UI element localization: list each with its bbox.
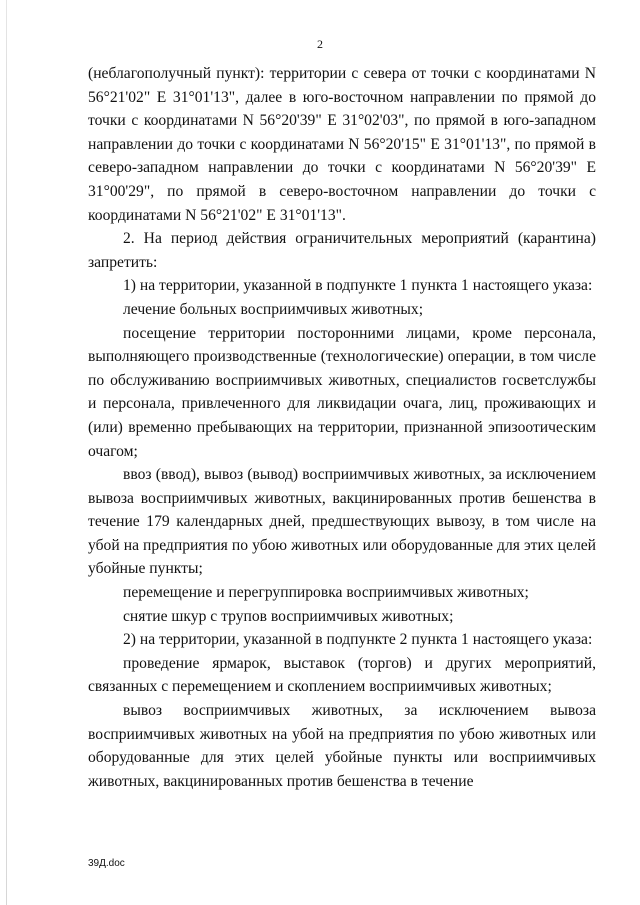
paragraph-export-exception: вывоз восприимчивых животных, за исключением вывоза восприимчивых животных на убой на предприятия по убою животных или оборудованные для этих целей убойные пункты или восприимчивых животных, вакцинированных против бешенства в течение: [88, 702, 596, 790]
paragraph-item-2: 2. На период действия ограничительных мероприятий (карантина) запретить:: [88, 230, 596, 271]
document-body: [88, 62, 596, 793]
paragraph-subitem-1: 1) на территории, указанной в подпункте 1 пункта 1 настоящего указа:: [123, 277, 593, 295]
page-number: 2: [317, 37, 323, 51]
paragraph-treatment: лечение больных восприимчивых животных;: [123, 300, 424, 318]
paragraph-fairs: проведение ярмарок, выставок (торгов) и других мероприятий, связанных с перемещением и скоплением восприимчивых животных;: [88, 654, 596, 696]
paragraph-coordinates: (неблагополучный пункт): территории с севера от точки с координатами N 56°21'02" E 31°01'13", далее в юго-восточном направлении по прямой до точки с координатами N 56°20'39" E 31°02'03", по прямой в юго-западном направлении до точки с координатами N 56°20'15" E 31°01'13", по прямой в северо-западном направлении до точки с координатами N 56°20'39" E 31°00'29", по прямой в северо-восточном направлении до точки с координатами N 56°21'02" E 31°01'13".: [88, 65, 596, 224]
paragraph-import-export: ввоз (ввод), вывоз (вывод) восприимчивых животных, за исключением вывоза восприимчивых животных, вакцинированных против бешенства в течение 179 календарных дней, предшествующих вывозу, в том числе на убой на предприятия по убою животных или оборудованные для этих целей убойные пункты;: [88, 466, 596, 578]
scan-edge-line: [6, 0, 7, 905]
footer-filename: 39Д.doc: [88, 858, 125, 869]
paragraph-skinning: снятие шкур с трупов восприимчивых животных;: [123, 607, 454, 625]
paragraph-visiting: посещение территории посторонними лицами, кроме персонала, выполняющего производственные (технологические) операции, в том числе по обслуживанию восприимчивых животных, специалистов госветслужбы и персонала, привлеченного для ликвидации очага, лиц, проживающих и (или) временно пребывающих на территории, признанной эпизоотическим очагом;: [88, 324, 596, 460]
paragraph-subitem-2: 2) на территории, указанной в подпункте 2 пункта 1 настоящего указа:: [123, 631, 593, 649]
paragraph-movement: перемещение и перегруппировка восприимчивых животных;: [123, 584, 529, 602]
